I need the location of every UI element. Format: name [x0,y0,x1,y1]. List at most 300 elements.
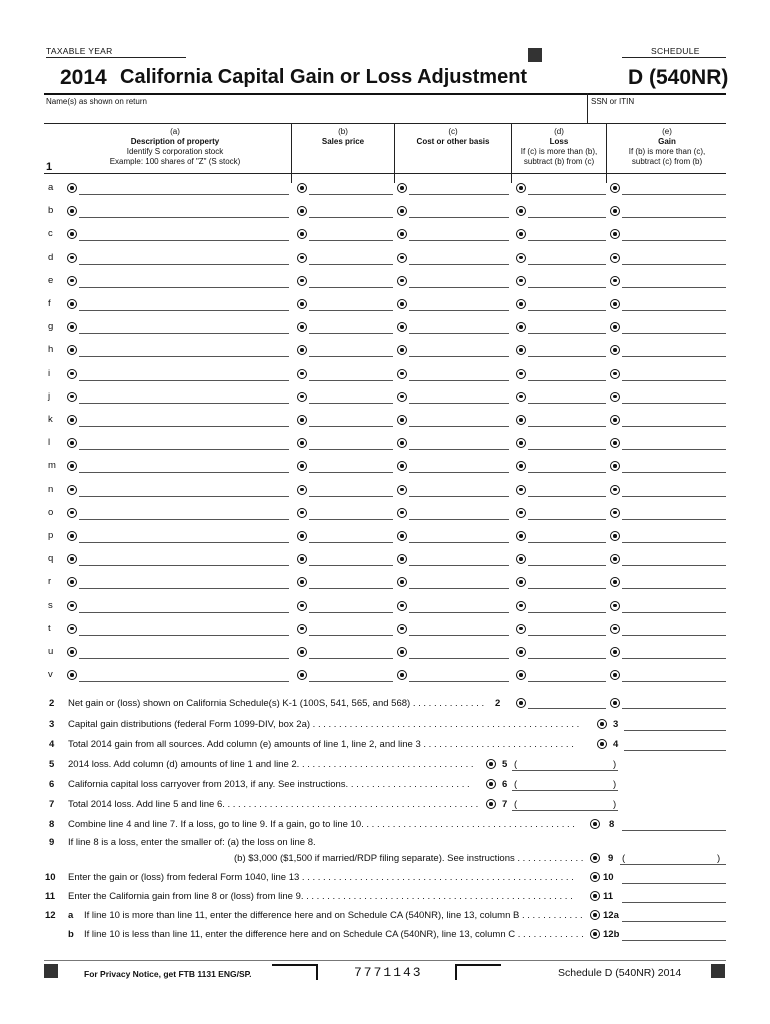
field-underline [79,565,289,566]
ssn-label: SSN or ITIN [591,97,635,106]
radio-bullet-icon [516,438,526,448]
row-c-cost-basis-input[interactable] [409,226,509,240]
row-s-sales-price-input[interactable] [309,598,393,612]
radio-bullet-icon [516,531,526,541]
row-b-sales-price-input[interactable] [309,203,393,217]
line-4-number: 4 [49,739,55,750]
field-underline [309,565,393,566]
field-underline [79,403,289,404]
row-l-loss-input[interactable] [528,435,606,449]
row-f-description-input[interactable] [79,296,289,310]
field-underline [309,333,393,334]
name-input[interactable] [44,108,584,122]
row-l-gain-input[interactable] [622,435,726,449]
row-h-cost-basis-input[interactable] [409,342,509,356]
row-letter: h [48,344,54,356]
row-q-cost-basis-input[interactable] [409,551,509,565]
radio-bullet-icon [610,601,620,611]
radio-bullet-icon [397,253,407,263]
row-letter: i [48,367,51,379]
radio-bullet-icon [516,299,526,309]
row-j-description-input[interactable] [79,389,289,403]
field-underline [309,496,393,497]
col-a-header: (a) Description of property Identify S corporation stock Example: 100 shares of "Z" (S stock) [109,127,241,166]
paren-open: ( [514,779,518,790]
row-h-gain-input[interactable] [622,342,726,356]
row-letter: q [48,553,54,565]
radio-bullet-icon [297,322,307,332]
row-letter: v [48,669,53,681]
row-q-loss-input[interactable] [528,551,606,565]
row-v-sales-price-input[interactable] [309,667,393,681]
radio-bullet-icon [610,183,620,193]
row-letter: m [48,460,56,472]
row-j-cost-basis-input[interactable] [409,389,509,403]
field-underline [409,194,509,195]
row-e-cost-basis-input[interactable] [409,273,509,287]
radio-bullet-icon [297,577,307,587]
row-g-loss-input[interactable] [528,319,606,333]
radio-bullet-icon [516,624,526,634]
radio-bullet-icon [297,554,307,564]
line-12a-text: If line 10 is more than line 11, enter the difference here and on Schedule CA (540NR), line 13, column B . . . . . . . . . . . . [84,910,583,921]
line-10-text: Enter the gain or (loss) from federal Form 1040, line 13 . . . . . . . . . . . . . . . . . . . . . . . . . . . . . . . . . . . . . . . . . . . . . . . . . . . . [68,872,574,883]
row-k-sales-price-input[interactable] [309,412,393,426]
row-e-description-input[interactable] [79,273,289,287]
row-u-loss-input[interactable] [528,644,606,658]
row-letter: t [48,622,51,634]
form-code: 7771143 [354,965,423,980]
field-underline [79,472,289,473]
radio-bullet-icon [397,299,407,309]
row-t-description-input[interactable] [79,621,289,635]
radio-bullet-icon [516,670,526,680]
row-m-sales-price-input[interactable] [309,458,393,472]
radio-bullet-icon [590,872,600,882]
radio-bullet-icon [590,929,600,939]
col-d-header: (d) Loss If (c) is more than (b), subtract (b) from (c) [520,127,598,166]
footer-schedule: Schedule D (540NR) 2014 [558,967,682,979]
radio-bullet-icon [590,910,600,920]
row-r-sales-price-input[interactable] [309,574,393,588]
radio-bullet-icon [610,485,620,495]
radio-bullet-icon [297,531,307,541]
field-underline [528,496,606,497]
radio-bullet-icon [516,206,526,216]
row-v-gain-input[interactable] [622,667,726,681]
row-j-sales-price-input[interactable] [309,389,393,403]
radio-bullet-icon [297,299,307,309]
col-e-header: (e) Gain If (b) is more than (c), subtract (c) from (b) [628,127,706,166]
line-6-input[interactable] [520,776,612,790]
field-underline [79,681,289,682]
line-7-input[interactable] [520,796,612,810]
line-2-ref: 2 [495,698,501,709]
radio-bullet-icon [610,438,620,448]
row-p-loss-input[interactable] [528,528,606,542]
field-underline [409,287,509,288]
row-b-gain-input[interactable] [622,203,726,217]
line-3-input[interactable] [624,716,726,730]
row-r-loss-input[interactable] [528,574,606,588]
row-u-description-input[interactable] [79,644,289,658]
row-m-gain-input[interactable] [622,458,726,472]
row-q-description-input[interactable] [79,551,289,565]
radio-bullet-icon [297,345,307,355]
radio-bullet-icon [297,485,307,495]
row-p-gain-input[interactable] [622,528,726,542]
row-b-cost-basis-input[interactable] [409,203,509,217]
row-m-description-input[interactable] [79,458,289,472]
field-underline [79,519,289,520]
row-f-gain-input[interactable] [622,296,726,310]
registration-mark [44,964,58,978]
taxable-year-label: TAXABLE YEAR [46,46,113,56]
radio-bullet-icon [610,206,620,216]
row-letter: s [48,599,53,611]
radio-bullet-icon [67,345,77,355]
radio-bullet-icon [397,670,407,680]
row-e-sales-price-input[interactable] [309,273,393,287]
row-f-loss-input[interactable] [528,296,606,310]
radio-bullet-icon [516,554,526,564]
radio-bullet-icon [610,229,620,239]
row-n-sales-price-input[interactable] [309,482,393,496]
line-5-ref: 5 [502,759,508,770]
radio-bullet-icon [67,508,77,518]
field-underline [528,333,606,334]
row-m-cost-basis-input[interactable] [409,458,509,472]
line-4-text: Total 2014 gain from all sources. Add column (e) amounts of line 1, line 2, and line 3 . . . . . . . . . . . . . . . . . . . . . . . . . . . . . [68,739,574,750]
row-a-gain-input[interactable] [622,180,726,194]
row-t-sales-price-input[interactable] [309,621,393,635]
radio-bullet-icon [397,392,407,402]
radio-bullet-icon [486,799,496,809]
registration-mark [711,964,725,978]
line-12b-text: If line 10 is less than line 11, enter the difference here and on Schedule CA (540NR), line 13, column C . . . . . . . . . . . . . [84,929,584,940]
radio-bullet-icon [516,577,526,587]
row-n-gain-input[interactable] [622,482,726,496]
field-underline [622,681,726,682]
row-m-loss-input[interactable] [528,458,606,472]
line-11-input[interactable] [622,888,726,902]
radio-bullet-icon [610,698,620,708]
row-o-gain-input[interactable] [622,505,726,519]
row-letter: d [48,251,54,263]
field-underline [528,612,606,613]
field-underline [409,635,509,636]
line-7-ref: 7 [502,799,508,810]
row-n-cost-basis-input[interactable] [409,482,509,496]
row-u-gain-input[interactable] [622,644,726,658]
line-5-input[interactable] [520,756,612,770]
line-10-input[interactable] [622,869,726,883]
line-8-ref: 8 [609,819,615,830]
line-2-gain-input[interactable] [622,694,726,708]
radio-bullet-icon [67,577,77,587]
row-l-description-input[interactable] [79,435,289,449]
radio-bullet-icon [516,276,526,286]
radio-bullet-icon [67,229,77,239]
field-underline [528,681,606,682]
field-underline [409,333,509,334]
row-a-loss-input[interactable] [528,180,606,194]
line-12a-input[interactable] [622,907,726,921]
paren-close: ) [717,853,721,864]
radio-bullet-icon [516,392,526,402]
row-f-sales-price-input[interactable] [309,296,393,310]
row-r-cost-basis-input[interactable] [409,574,509,588]
row-q-sales-price-input[interactable] [309,551,393,565]
row-c-gain-input[interactable] [622,226,726,240]
radio-bullet-icon [397,206,407,216]
radio-bullet-icon [297,601,307,611]
radio-bullet-icon [610,624,620,634]
line-12b-ref: 12b [603,929,620,940]
col-c-header: (c) Cost or other basis [416,127,490,146]
row-letter: p [48,530,54,541]
paren-open: ( [514,799,518,810]
row-t-cost-basis-input[interactable] [409,621,509,635]
radio-bullet-icon [610,647,620,657]
row-s-gain-input[interactable] [622,598,726,612]
line-9-number: 9 [49,837,55,848]
row-k-cost-basis-input[interactable] [409,412,509,426]
field-underline [528,287,606,288]
field-underline [79,264,289,265]
paren-close: ) [613,779,617,790]
row-q-gain-input[interactable] [622,551,726,565]
line-6-number: 6 [49,779,55,790]
row-d-cost-basis-input[interactable] [409,250,509,264]
tax-year: 2014 [60,66,107,89]
row-p-sales-price-input[interactable] [309,528,393,542]
radio-bullet-icon [610,554,620,564]
row-i-gain-input[interactable] [622,366,726,380]
row-i-description-input[interactable] [79,366,289,380]
field-underline [79,240,289,241]
row-g-gain-input[interactable] [622,319,726,333]
form-title: California Capital Gain or Loss Adjustment [120,66,528,88]
line-12a-sub: a [68,910,74,921]
ssn-input[interactable] [590,108,726,122]
row-i-sales-price-input[interactable] [309,366,393,380]
field-underline [622,496,726,497]
radio-bullet-icon [516,345,526,355]
row-letter: l [48,437,51,449]
line-12b-sub: b [68,929,74,940]
field-underline [79,658,289,659]
row-r-gain-input[interactable] [622,574,726,588]
field-underline [528,426,606,427]
radio-bullet-icon [67,670,77,680]
row-o-sales-price-input[interactable] [309,505,393,519]
radio-bullet-icon [516,461,526,471]
row-k-gain-input[interactable] [622,412,726,426]
row-v-loss-input[interactable] [528,667,606,681]
radio-bullet-icon [516,322,526,332]
radio-bullet-icon [67,276,77,286]
radio-bullet-icon [67,299,77,309]
radio-bullet-icon [516,508,526,518]
row-e-gain-input[interactable] [622,273,726,287]
radio-bullet-icon [516,698,526,708]
field-underline [309,217,393,218]
row-c-loss-input[interactable] [528,226,606,240]
radio-bullet-icon [67,322,77,332]
row-o-description-input[interactable] [79,505,289,519]
field-underline [79,333,289,334]
row-letter: k [48,414,53,425]
row-v-description-input[interactable] [79,667,289,681]
row-j-loss-input[interactable] [528,389,606,403]
radio-bullet-icon [516,183,526,193]
row-a-cost-basis-input[interactable] [409,180,509,194]
field-underline [309,635,393,636]
field-underline [622,333,726,334]
row-r-description-input[interactable] [79,574,289,588]
radio-bullet-icon [610,531,620,541]
schedule-label: SCHEDULE [651,46,700,56]
field-underline [79,542,289,543]
field-underline [409,565,509,566]
field-underline [622,472,726,473]
row-p-cost-basis-input[interactable] [409,528,509,542]
line-12b-input[interactable] [622,926,726,940]
field-underline [622,287,726,288]
field-underline [309,588,393,589]
field-underline [528,380,606,381]
radio-bullet-icon [297,670,307,680]
col-b-header: (b) Sales price [321,127,365,146]
field-underline [79,612,289,613]
radio-bullet-icon [516,369,526,379]
row-f-cost-basis-input[interactable] [409,296,509,310]
row-i-cost-basis-input[interactable] [409,366,509,380]
row-o-loss-input[interactable] [528,505,606,519]
radio-bullet-icon [397,322,407,332]
line-3-number: 3 [49,719,55,730]
row-l-sales-price-input[interactable] [309,435,393,449]
row-p-description-input[interactable] [79,528,289,542]
row-i-loss-input[interactable] [528,366,606,380]
field-underline [528,542,606,543]
field-underline [309,264,393,265]
schedule-code: D (540NR) [628,66,729,89]
radio-bullet-icon [610,508,620,518]
row-j-gain-input[interactable] [622,389,726,403]
radio-bullet-icon [610,253,620,263]
row-h-description-input[interactable] [79,342,289,356]
row-k-loss-input[interactable] [528,412,606,426]
line-8-input[interactable] [622,816,726,830]
line-9-input[interactable] [628,850,716,864]
field-underline [528,264,606,265]
radio-bullet-icon [67,415,77,425]
field-underline [309,403,393,404]
row-h-loss-input[interactable] [528,342,606,356]
row-o-cost-basis-input[interactable] [409,505,509,519]
line-4-input[interactable] [624,736,726,750]
radio-bullet-icon [67,253,77,263]
radio-bullet-icon [610,392,620,402]
row-s-cost-basis-input[interactable] [409,598,509,612]
radio-bullet-icon [297,647,307,657]
row-t-loss-input[interactable] [528,621,606,635]
radio-bullet-icon [516,647,526,657]
row-v-cost-basis-input[interactable] [409,667,509,681]
field-underline [79,310,289,311]
row-letter: o [48,506,54,518]
radio-bullet-icon [67,531,77,541]
field-underline [409,217,509,218]
field-underline [622,217,726,218]
row-h-sales-price-input[interactable] [309,342,393,356]
row-t-gain-input[interactable] [622,621,726,635]
row-g-sales-price-input[interactable] [309,319,393,333]
row-d-gain-input[interactable] [622,250,726,264]
field-underline [79,287,289,288]
line-6-ref: 6 [502,779,508,790]
row-d-loss-input[interactable] [528,250,606,264]
radio-bullet-icon [297,253,307,263]
field-underline [528,635,606,636]
radio-bullet-icon [516,253,526,263]
row-a-sales-price-input[interactable] [309,180,393,194]
row-d-description-input[interactable] [79,250,289,264]
row-b-description-input[interactable] [79,203,289,217]
radio-bullet-icon [590,891,600,901]
row-g-cost-basis-input[interactable] [409,319,509,333]
radio-bullet-icon [67,647,77,657]
row-s-description-input[interactable] [79,598,289,612]
radio-bullet-icon [590,853,600,863]
paren-close: ) [613,799,617,810]
row-g-description-input[interactable] [79,319,289,333]
field-underline [528,194,606,195]
radio-bullet-icon [397,229,407,239]
row-b-loss-input[interactable] [528,203,606,217]
field-underline [79,588,289,589]
row-a-description-input[interactable] [79,180,289,194]
row-l-cost-basis-input[interactable] [409,435,509,449]
row-s-loss-input[interactable] [528,598,606,612]
paren-open: ( [622,853,626,864]
field-underline [409,658,509,659]
field-underline [528,658,606,659]
row-u-sales-price-input[interactable] [309,644,393,658]
row-letter: u [48,646,54,657]
line-11-text: Enter the California gain from line 8 or (loss) from line 9. . . . . . . . . . . . . . . . . . . . . . . . . . . . . . . . . . . . . . . . . . . . . . . . . . . . [68,891,573,902]
line-12-number: 12 [45,910,56,921]
radio-bullet-icon [397,485,407,495]
row-n-description-input[interactable] [79,482,289,496]
field-underline [79,449,289,450]
radio-bullet-icon [297,508,307,518]
row-c-description-input[interactable] [79,226,289,240]
radio-bullet-icon [610,577,620,587]
row-c-sales-price-input[interactable] [309,226,393,240]
row-e-loss-input[interactable] [528,273,606,287]
row-d-sales-price-input[interactable] [309,250,393,264]
row-k-description-input[interactable] [79,412,289,426]
radio-bullet-icon [297,438,307,448]
row-u-cost-basis-input[interactable] [409,644,509,658]
line-9-text-b: (b) $3,000 ($1,500 if married/RDP filing separate). See instructions . . . . . . . . . . . . . [234,853,584,864]
field-underline [409,264,509,265]
line-2-loss-input[interactable] [528,694,606,708]
row-n-loss-input[interactable] [528,482,606,496]
